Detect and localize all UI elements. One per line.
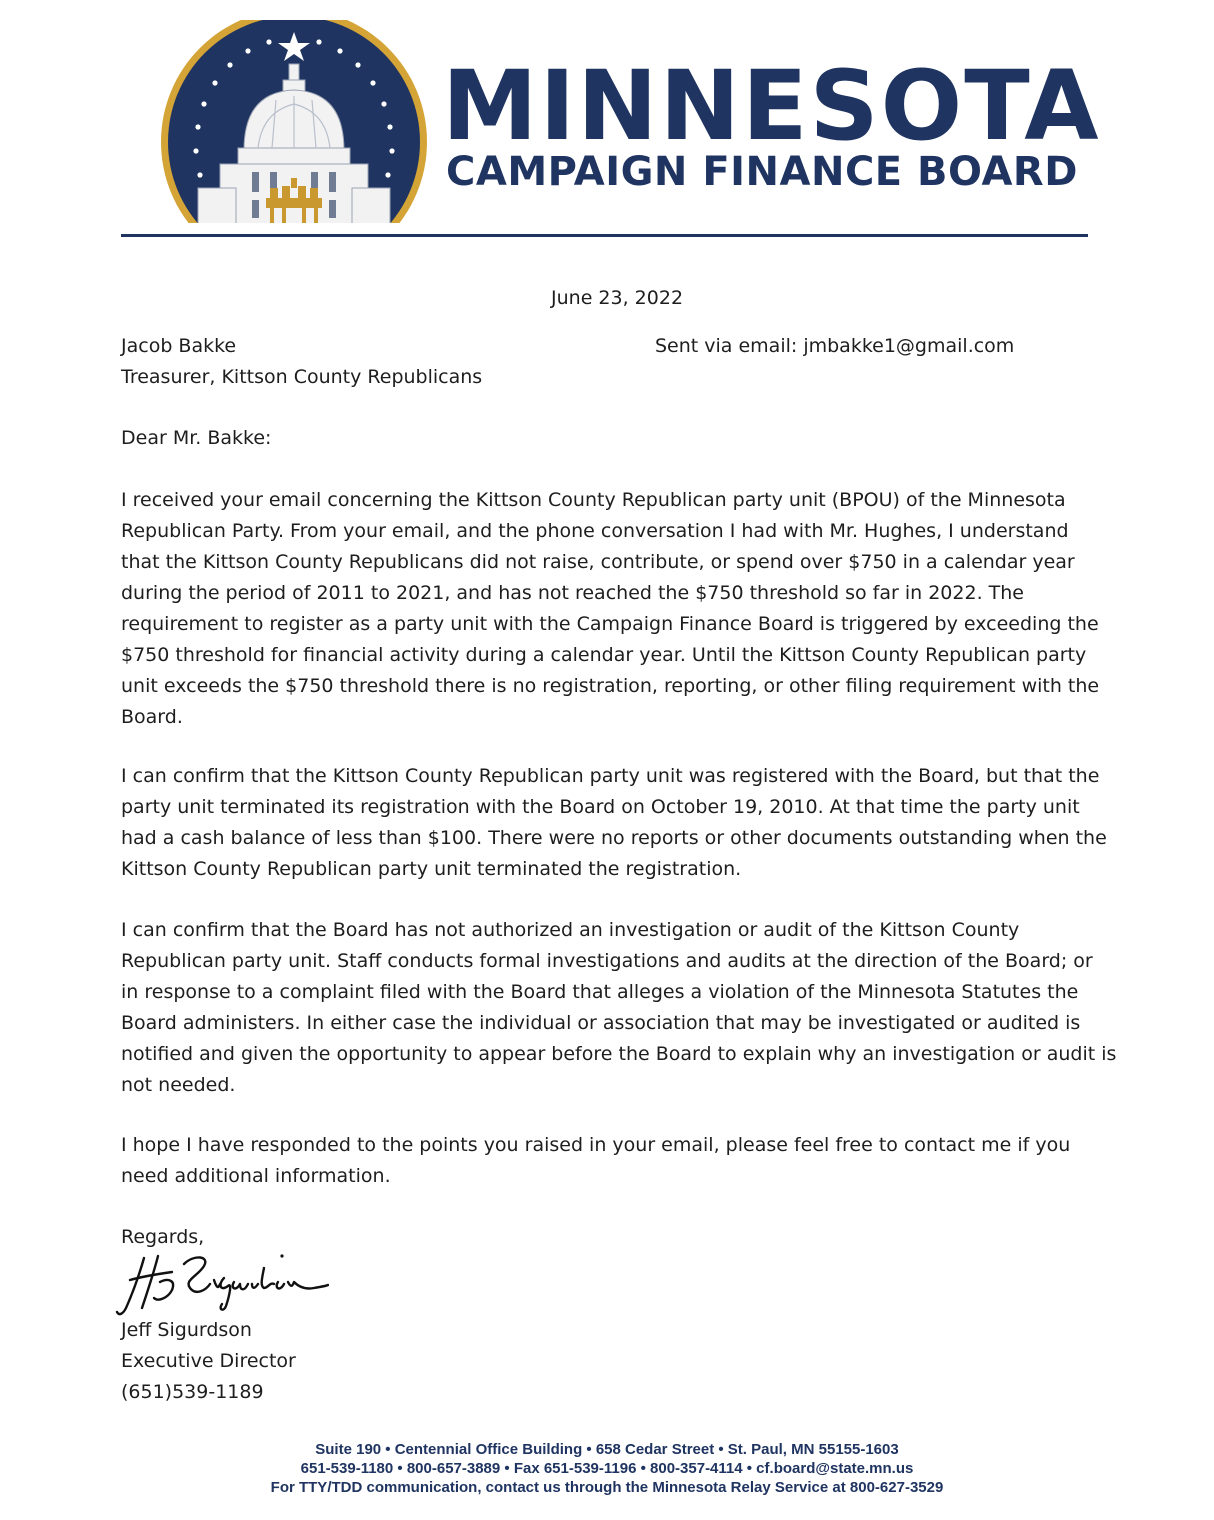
closing: Regards, <box>121 1226 205 1248</box>
letter-date: June 23, 2022 <box>551 287 684 309</box>
paragraph-line: Board. <box>121 706 183 728</box>
paragraph-line: had a cash balance of less than $100. There were no reports or other documents outstanding when the <box>121 827 1107 849</box>
paragraph-line: requirement to register as a party unit with the Campaign Finance Board is triggered by exceeding the <box>121 613 1099 635</box>
handwritten-signature <box>114 1250 329 1322</box>
paragraph-line: party unit terminated its registration with the Board on October 19, 2010. At that time the party unit <box>121 796 1080 818</box>
footer-address: Suite 190 • Centennial Office Building • 658 Cedar Street • St. Paul, MN 55155-1603 <box>315 1441 899 1458</box>
paragraph-line: need additional information. <box>121 1165 391 1187</box>
salutation: Dear Mr. Bakke: <box>121 427 272 449</box>
paragraph-line: that the Kittson County Republicans did not raise, contribute, or spend over $750 in a calendar year <box>121 551 1075 573</box>
paragraph-line: I can confirm that the Kittson County Republican party unit was registered with the Board, but that the <box>121 765 1100 787</box>
signer-title: Executive Director <box>121 1350 296 1372</box>
brand-subtitle: CAMPAIGN FINANCE BOARD <box>446 149 1078 195</box>
sent-via-email: Sent via email: jmbakke1@gmail.com <box>655 335 1015 357</box>
body-paragraph <box>121 761 1121 885</box>
paragraph-line: unit exceeds the $750 threshold there is no registration, reporting, or other filing requirement with the <box>121 675 1100 697</box>
paragraph-line: not needed. <box>121 1074 236 1096</box>
footer-contact: 651-539-1180 • 800-657-3889 • Fax 651-539-1196 • 800-357-4114 • cf.board@state.mn.us <box>300 1460 914 1477</box>
recipient-name: Jacob Bakke <box>121 335 237 357</box>
capitol-dome-seal-icon <box>158 20 428 235</box>
paragraph-line: notified and given the opportunity to appear before the Board to explain why an investigation or audit is <box>121 1043 1117 1065</box>
paragraph-line: $750 threshold for financial activity during a calendar year. Until the Kittson County Republican party <box>121 644 1087 666</box>
body-paragraph <box>121 485 1121 733</box>
paragraph-line: I hope I have responded to the points you raised in your email, please feel free to contact me if you <box>121 1134 1071 1156</box>
paragraph-line: Board administers. In either case the individual or association that may be investigated or audited is <box>121 1012 1081 1034</box>
recipient-title: Treasurer, Kittson County Republicans <box>121 366 483 388</box>
footer-relay: For TTY/TDD communication, contact us through the Minnesota Relay Service at 800-627-3529 <box>270 1479 944 1496</box>
header-divider <box>121 234 1088 237</box>
body-paragraph <box>121 1130 1121 1192</box>
paragraph-line: I received your email concerning the Kittson County Republican party unit (BPOU) of the Minnesota <box>121 489 1066 511</box>
paragraph-line: Republican party unit. Staff conducts formal investigations and audits at the direction of the Board; or <box>121 950 1093 972</box>
body-paragraph <box>121 915 1121 1101</box>
signer-name: Jeff Sigurdson <box>121 1319 252 1341</box>
paragraph-line: I can confirm that the Board has not authorized an investigation or audit of the Kittson County <box>121 919 1020 941</box>
paragraph-line: during the period of 2011 to 2021, and has not reached the $750 threshold so far in 2022. The <box>121 582 1024 604</box>
signer-phone: (651)539-1189 <box>121 1381 264 1403</box>
paragraph-line: in response to a complaint filed with the Board that alleges a violation of the Minnesota Statutes the <box>121 981 1079 1003</box>
paragraph-line: Republican Party. From your email, and the phone conversation I had with Mr. Hughes, I understand <box>121 520 1069 542</box>
paragraph-line: Kittson County Republican party unit terminated the registration. <box>121 858 742 880</box>
brand-name: MINNESOTA <box>442 50 1101 162</box>
